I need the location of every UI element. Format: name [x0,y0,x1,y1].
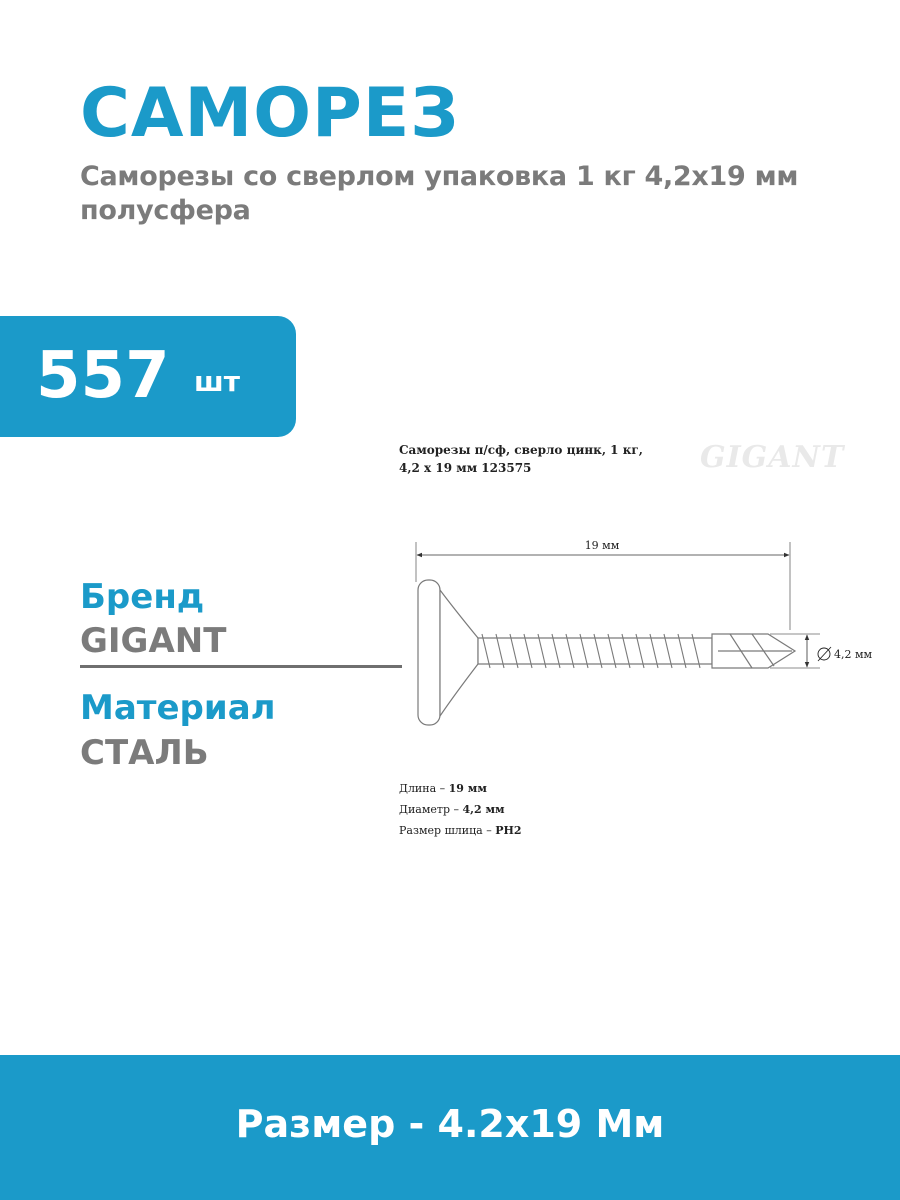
spec-list [399,778,522,841]
material-label: Материал [80,688,276,728]
page-title: САМОРЕЗ [80,74,460,153]
spec-divider [80,665,402,668]
product-name [399,441,643,477]
screw-drawing [400,530,900,730]
screw-body [418,580,795,725]
size-footer-text: Размер - 4.2х19 Мм [235,1102,665,1146]
brand-value: GIGANT [80,621,227,661]
spec-row-slot-size: Размер шлица – PH2 [399,824,522,837]
brand-logo: GIGANT [700,440,845,475]
brand-label: Бренд [80,577,205,617]
length-dimension [416,539,790,630]
page-subtitle: Саморезы со сверлом упаковка 1 кг 4,2х19 мм полусфера [80,161,799,226]
spec-row-diameter: Диаметр – 4,2 мм [399,803,505,816]
diameter-icon [818,647,831,661]
count-unit: шт [194,365,240,398]
material-value: СТАЛЬ [80,733,209,773]
count-value: 557 [36,339,170,413]
length-label: 19 мм [584,539,620,552]
product-name-line-2: 4,2 х 19 мм 123575 [399,461,532,475]
spec-row-length: Длина – 19 мм [399,782,487,795]
product-name-line-1: Саморезы п/сф, сверло цинк, 1 кг, [399,443,643,457]
diameter-label: 4,2 мм [834,648,873,661]
